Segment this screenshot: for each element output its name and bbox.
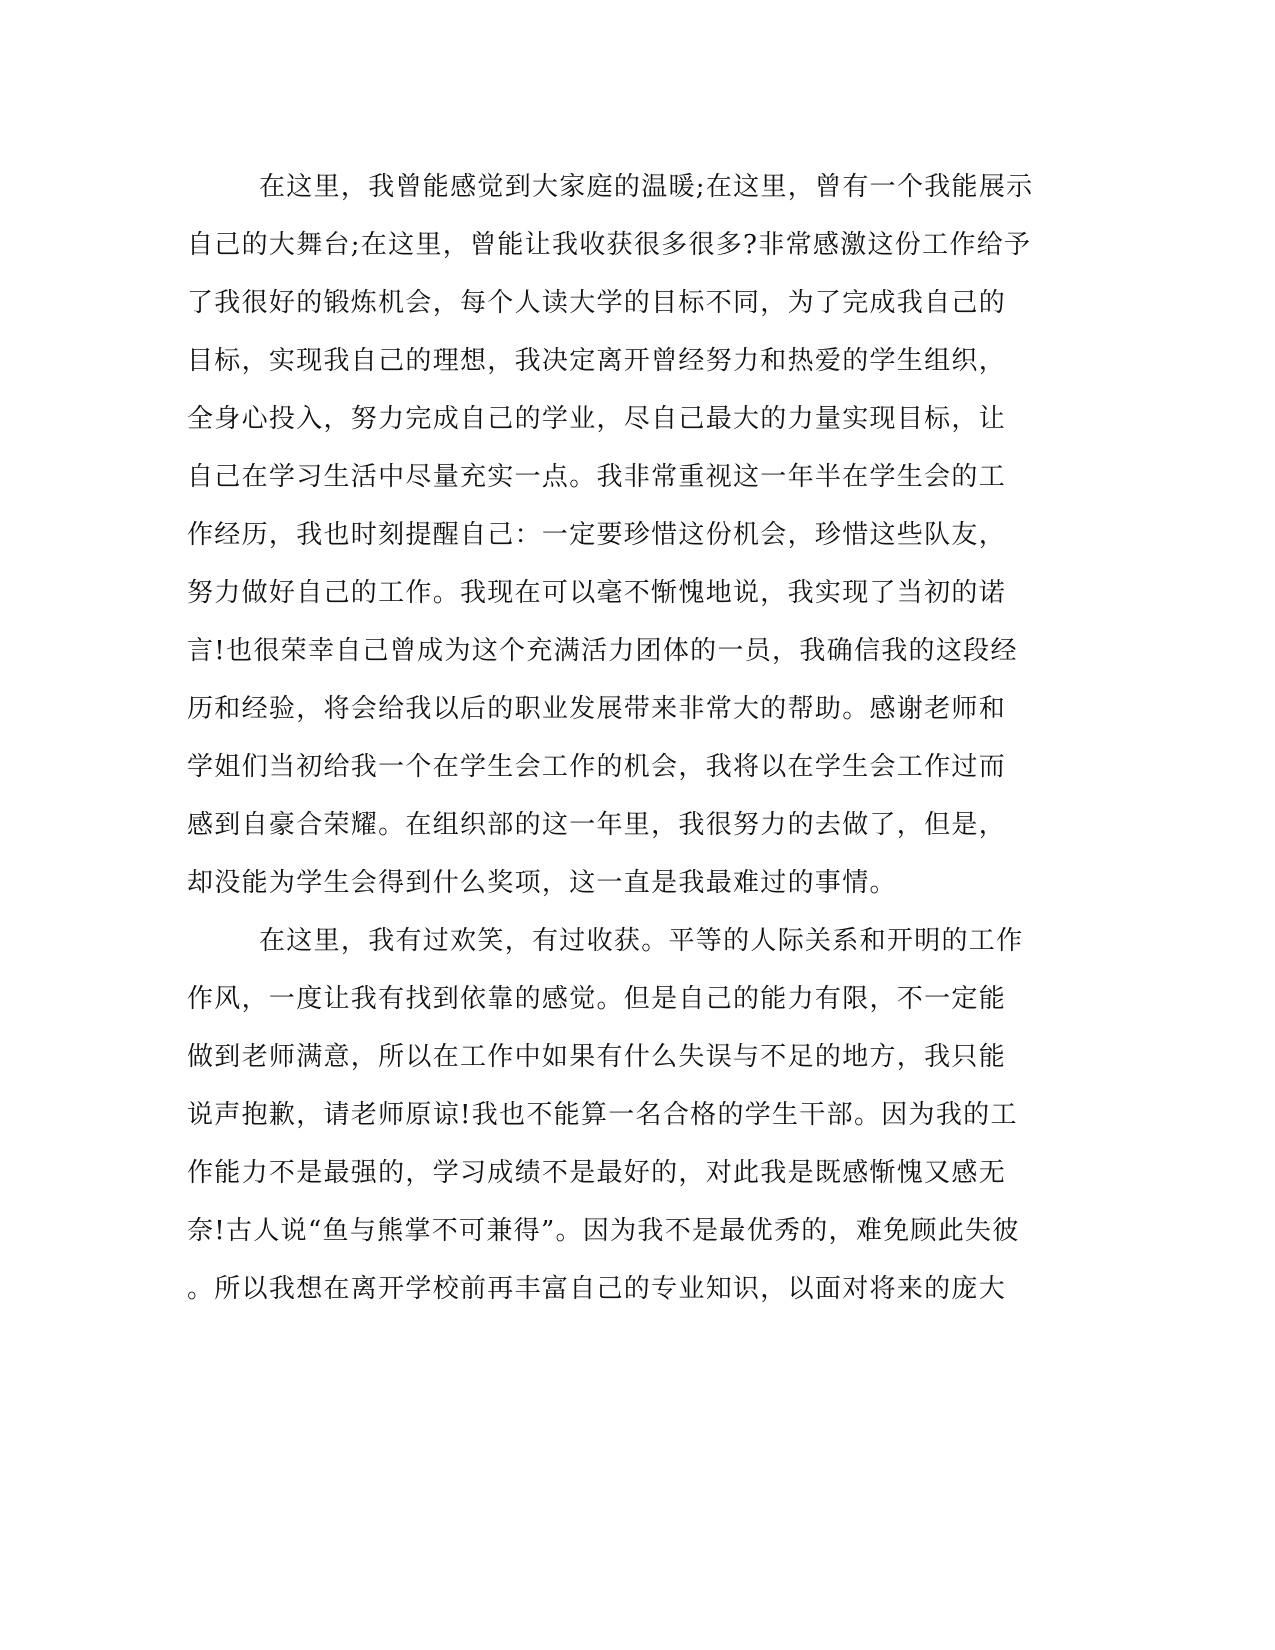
- paragraph-line: 奈!古人说“鱼与熊掌不可兼得”。因为我不是最优秀的，难免顾此失彼: [187, 1216, 1020, 1246]
- paragraph-2: [187, 912, 1087, 1318]
- document-body: [187, 158, 1087, 1318]
- paragraph-line: 自己在学习生活中尽量充实一点。我非常重视这一年半在学生会的工: [187, 462, 1007, 492]
- paragraph-line: 在这里，我有过欢笑，有过收获。平等的人际关系和开明的工作: [259, 926, 1024, 956]
- paragraph-line: 作能力不是最强的，学习成绩不是最好的，对此我是既感惭愧又感无: [187, 1158, 1007, 1188]
- paragraph-line: 做到老师满意，所以在工作中如果有什么失误与不足的地方，我只能: [187, 1042, 1007, 1072]
- paragraph-line: 自己的大舞台;在这里，曾能让我收获很多很多?非常感激这份工作给予: [187, 230, 1032, 260]
- paragraph-line: 目标，实现我自己的理想，我决定离开曾经努力和热爱的学生组织，: [187, 346, 1007, 376]
- paragraph-line: 学姐们当初给我一个在学生会工作的机会，我将以在学生会工作过而: [187, 752, 1007, 782]
- paragraph-line: 说声抱歉，请老师原谅!我也不能算一名合格的学生干部。因为我的工: [187, 1100, 1018, 1130]
- paragraph-line: 感到自豪合荣耀。在组织部的这一年里，我很努力的去做了，但是，: [187, 810, 1007, 840]
- paragraph-line: 作经历，我也时刻提醒自己：一定要珍惜这份机会，珍惜这些队友，: [187, 520, 1007, 550]
- paragraph-line: 言!也很荣幸自己曾成为这个充满活力团体的一员，我确信我的这段经: [187, 636, 1018, 666]
- paragraph-line: 了我很好的锻炼机会，每个人读大学的目标不同，为了完成我自己的: [187, 288, 1007, 318]
- paragraph-line: 在这里，我曾能感觉到大家庭的温暖;在这里，曾有一个我能展示: [259, 172, 1034, 202]
- paragraph-line: 作风，一度让我有找到依靠的感觉。但是自己的能力有限，不一定能: [187, 984, 1007, 1014]
- paragraph-1: [187, 158, 1087, 912]
- paragraph-line: 努力做好自己的工作。我现在可以毫不惭愧地说，我实现了当初的诺: [187, 578, 1007, 608]
- paragraph-line: 却没能为学生会得到什么奖项，这一直是我最难过的事情。: [187, 868, 897, 898]
- paragraph-line: 全身心投入，努力完成自己的学业，尽自己最大的力量实现目标，让: [187, 404, 1007, 434]
- paragraph-line: 历和经验，将会给我以后的职业发展带来非常大的帮助。感谢老师和: [187, 694, 1007, 724]
- paragraph-line: 。所以我想在离开学校前再丰富自己的专业知识，以面对将来的庞大: [187, 1274, 1007, 1304]
